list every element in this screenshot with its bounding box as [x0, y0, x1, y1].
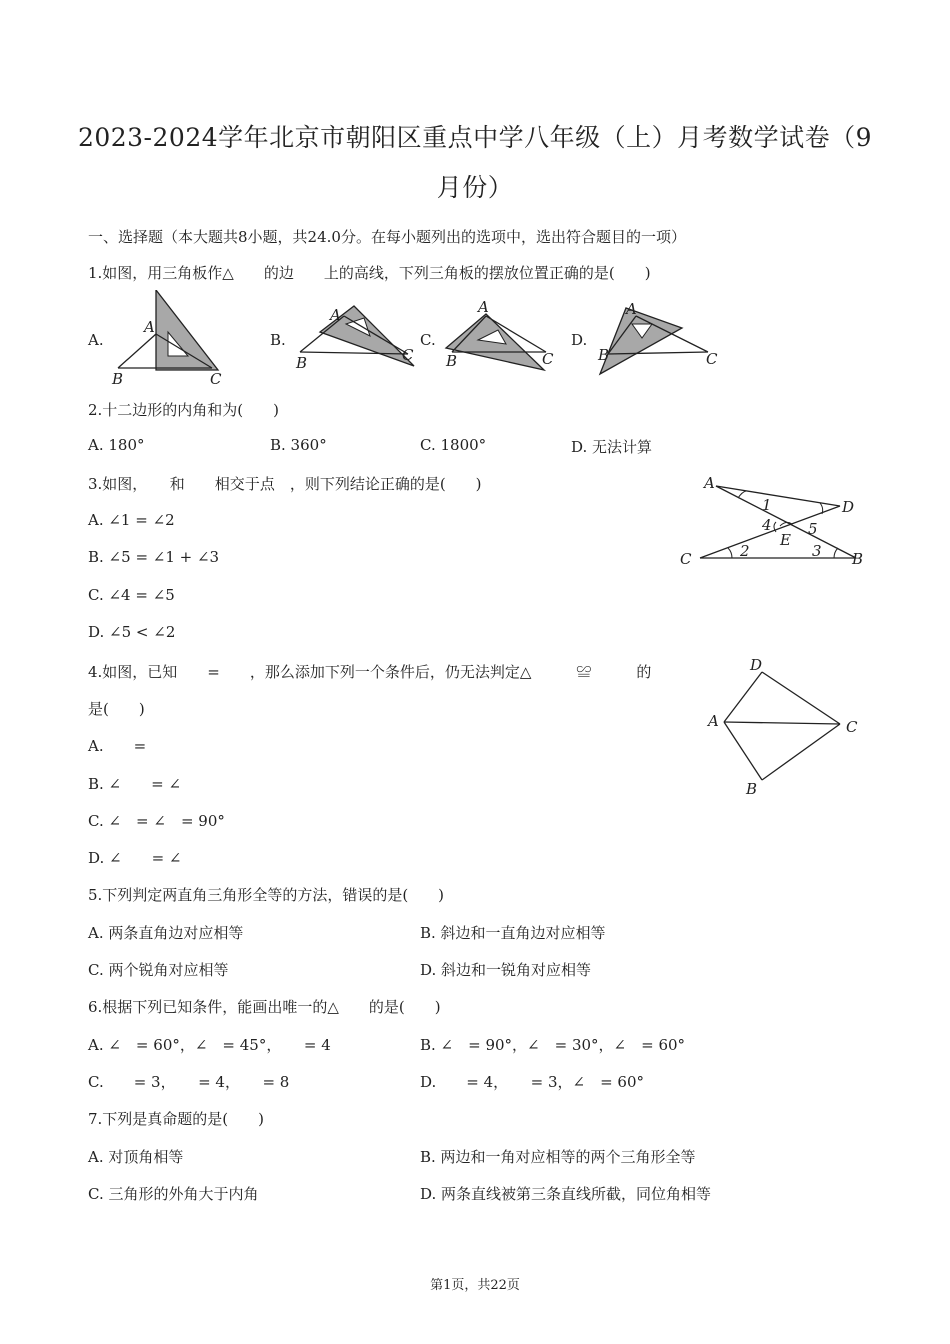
svg-text:A: A [478, 298, 489, 316]
q5-option-b: B. 斜边和一直角边对应相等 [420, 924, 606, 942]
question-7-stem: 7.下列是真命题的是( ) [88, 1110, 265, 1128]
svg-text:A: A [704, 474, 715, 492]
section-heading: 一、选择题（本大题共8小题，共24.0分。在每小题列出的选项中，选出符合题目的一项） [88, 228, 686, 246]
q7-option-d: D. 两条直线被第三条直线所截，同位角相等 [420, 1185, 712, 1203]
q5-option-c: C. 两个锐角对应相等 [88, 961, 229, 979]
svg-text:A: A [330, 306, 341, 324]
q1-figure-b [290, 298, 430, 382]
q3-option-d: D. ∠5 < ∠2 [88, 623, 176, 641]
question-1-stem: 1.如图，用三角板作△ 的边 上的高线，下列三角板的摆放位置正确的是( ) [88, 264, 651, 282]
q6-option-c: C. = 3， = 4， = 8 [88, 1073, 290, 1091]
svg-text:E: E [780, 531, 791, 549]
q5-option-a: A. 两条直角边对应相等 [88, 924, 244, 942]
svg-text:4: 4 [762, 516, 772, 534]
q7-option-c: C. 三角形的外角大于内角 [88, 1185, 259, 1203]
svg-text:C: C [402, 346, 414, 364]
q1-figure-a [108, 290, 228, 394]
q6-option-b: B. ∠ = 90°，∠ = 30°，∠ = 60° [420, 1036, 686, 1054]
q1-option-c: C. [420, 331, 436, 349]
svg-text:A: A [708, 712, 719, 730]
svg-text:2: 2 [740, 542, 750, 560]
q4-option-c: C. ∠ = ∠ = 90° [88, 812, 225, 830]
q2-option-d: D. 无法计算 [571, 438, 653, 456]
svg-text:B: B [598, 346, 610, 364]
svg-text:B: B [446, 352, 458, 370]
page-footer: 第1页，共22页 [430, 1278, 520, 1293]
q1-option-b: B. [270, 331, 286, 349]
svg-text:B: B [746, 780, 758, 798]
svg-text:A: A [626, 300, 637, 318]
page-title-continued: 月份） [436, 173, 514, 202]
label-b: B [112, 370, 124, 388]
q1-option-a: A. [88, 331, 104, 349]
q2-option-b: B. 360° [270, 436, 327, 454]
question-2-stem: 2.十二边形的内角和为( ) [88, 401, 280, 419]
svg-text:C: C [846, 718, 858, 736]
svg-text:C: C [706, 350, 718, 368]
q4-option-d: D. ∠ = ∠ [88, 849, 182, 867]
question-5-stem: 5.下列判定两直角三角形全等的方法，错误的是( ) [88, 886, 445, 904]
label-c: C [210, 370, 222, 388]
page-title: 2023-2024学年北京市朝阳区重点中学八年级（上）月考数学试卷（9 [77, 123, 873, 152]
question-3-stem: 3.如图， 和 相交于点 ，则下列结论正确的是( ) [88, 475, 482, 493]
q7-option-a: A. 对顶角相等 [88, 1148, 184, 1166]
svg-text:B: B [852, 550, 864, 568]
svg-text:D: D [750, 656, 763, 674]
label-a: A [144, 318, 155, 336]
svg-text:C: C [680, 550, 692, 568]
svg-text:D: D [842, 498, 855, 516]
q2-option-c: C. 1800° [420, 436, 487, 454]
svg-text:1: 1 [762, 496, 772, 514]
q6-option-a: A. ∠ = 60°，∠ = 45°， = 4 [88, 1036, 331, 1054]
question-4-stem: 4.如图，已知 = ，那么添加下列一个条件后，仍无法判定△ ≌ 的 [88, 663, 652, 681]
q1-figure-c [442, 296, 562, 380]
question-4-stem-continued: 是( ) [88, 700, 145, 718]
svg-text:3: 3 [812, 542, 822, 560]
q1-figure-d [596, 298, 726, 382]
q5-option-d: D. 斜边和一锐角对应相等 [420, 961, 592, 979]
q2-option-a: A. 180° [88, 436, 145, 454]
q1-option-d: D. [571, 331, 588, 349]
question-6-stem: 6.根据下列已知条件，能画出唯一的△ 的是( ) [88, 998, 441, 1016]
q3-option-b: B. ∠5 = ∠1 + ∠3 [88, 548, 220, 566]
q4-option-a: A. = [88, 737, 147, 755]
q3-figure [676, 472, 876, 576]
q4-figure [700, 652, 870, 806]
q3-option-c: C. ∠4 = ∠5 [88, 586, 175, 604]
q6-option-d: D. = 4， = 3，∠ = 60° [420, 1073, 645, 1091]
q3-option-a: A. ∠1 = ∠2 [88, 511, 175, 529]
q7-option-b: B. 两边和一角对应相等的两个三角形全等 [420, 1148, 696, 1166]
svg-text:B: B [296, 354, 308, 372]
svg-text:C: C [542, 350, 554, 368]
svg-text:5: 5 [808, 520, 818, 538]
q4-option-b: B. ∠ = ∠ [88, 775, 182, 793]
